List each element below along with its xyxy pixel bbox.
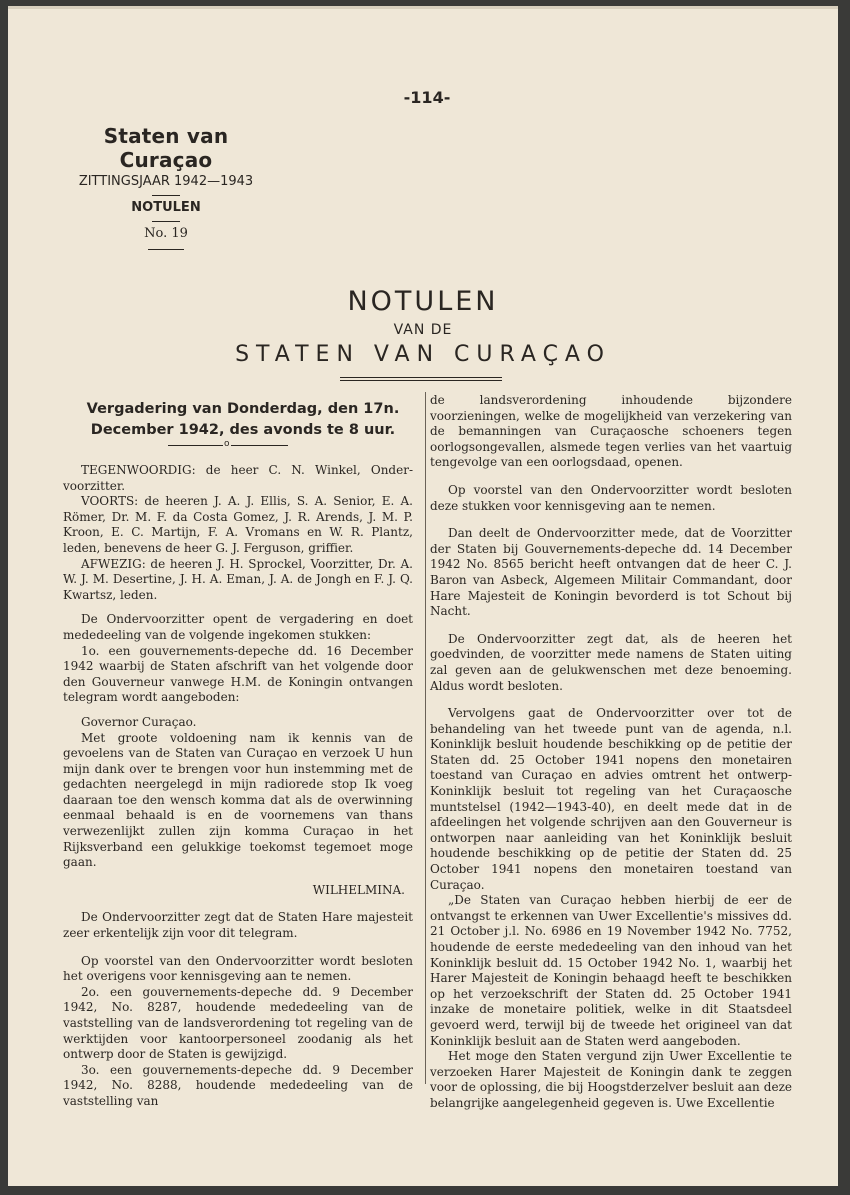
column-divider xyxy=(425,392,426,1084)
divider xyxy=(152,195,180,196)
paragraph: Met groote voldoening nam ik kennis van de gevoelens van de Staten van Curaçao en verzoek U hun mijn dank over te brengen voor hun instemming met de gedachten neergelegd in mijn radiorede stop Ik voeg daaraan toe den wensch komma dat als de overwinning eenmaal behaald is en de voornemens van thans verwezenlijkt zullen zijn komma Curaçao in het Rijksverband een gelukkige toekomst tegemoet moge gaan. xyxy=(63,730,413,870)
paragraph: de landsverordening inhoudende bijzondere voorzieningen, welke de mogelijkheid van verzekering van de bemanningen van Curaçaosche schoeners tegen oorlogsongevallen, alsmede tegen verlies van het vaartuig tengevolge van een oorlogsdaad, openen. xyxy=(430,393,792,470)
header-number: No. 19 xyxy=(144,226,188,241)
paragraph: De Ondervoorzitter zegt dat de Staten Hare majesteit zeer erkentelijk zijn voor dit telegram. xyxy=(63,910,413,941)
paragraph: Vervolgens gaat de Ondervoorzitter over tot de behandeling van het tweede punt van de agenda, n.l. Koninklijk besluit houdende beschikking op de petitie der Staten dd. 25 October 1941 nopens den monetairen toestand van Curaçao en advies omtrent het ontwerp-Koninklijk besluit tot regeling van het Curaçaosche muntstelsel (1942—1943-40), en deelt mede dat in de afdeelingen het volgende schrijven aan den Gouverneur is ontworpen naar aanleiding van het Koninklijk besluit houdende beschikking op de petitie der Staten dd. 25 October 1941 nopens den monetairen toestand van Curaçao. xyxy=(430,706,792,892)
paragraph: VOORTS: de heeren J. A. J. Ellis, S. A. Senior, E. A. Römer, Dr. M. F. da Costa Gomez, J. R. Arends, J. M. P. Kroon, E. C. Martijn, F. A. Vromans en W. R. Plantz, leden, benevens de heer G. J. Ferguson, griffier. xyxy=(63,494,413,555)
paragraph: Governor Curaçao. xyxy=(81,714,197,729)
paragraph: Het moge den Staten vergund zijn Uwer Excellentie te verzoeken Harer Majesteit de Koningin dank te zeggen voor de oplossing, die bij Hoogstderzelver besluit aan deze belangrijke aangelegenheid gegeven is. Uwe Excellentie xyxy=(430,1049,792,1110)
meeting-line-1: Vergadering van Donderdag, den 17n. xyxy=(86,401,400,417)
right-column xyxy=(430,393,792,1112)
meeting-line-2: December 1942, des avonds te 8 uur. xyxy=(90,422,396,438)
page-number: -114- xyxy=(403,88,451,107)
main-title: NOTULEN xyxy=(347,286,499,317)
main-institution: STATEN VAN CURAÇAO xyxy=(235,342,611,367)
paragraph: TEGENWOORDIG: de heer C. N. Winkel, Onder-voorzitter. xyxy=(63,463,413,493)
header-title: Staten van Curaçao xyxy=(103,124,229,172)
header-doc-type: NOTULEN xyxy=(131,200,201,215)
paragraph: „De Staten van Curaçao hebben hierbij de eer de ontvangst te erkennen van Uwer Excellentie's missives dd. 21 October j.l. No. 6986 en 19 November 1942 No. 7752, houdende de eerste mededeeling van den inhoud van het Koninklijk besluit dd. 15 October 1942 No. 1, waarbij het Harer Majesteit de Koningin behaagd heeft te beschikken op het verzoekschrift der Staten dd. 25 October 1941 inzake de monetaire politiek, welke in dit Staatsdeel gevoerd werd, terwijl bij de tweede het origineel van dat Koninklijk besluit aan de Staten werd aangeboden. xyxy=(430,893,792,1048)
paragraph: 3o. een gouvernements-depeche dd. 9 December 1942, No. 8288, houdende mededeeling van de vaststelling van xyxy=(63,1062,413,1108)
header-block xyxy=(66,124,266,250)
paragraph: De Ondervoorzitter opent de vergadering en doet mededeeling van de volgende ingekomen stukken: xyxy=(63,612,413,642)
paragraph: Op voorstel van den Ondervoorzitter wordt besloten het overigens voor kennisgeving aan te nemen. xyxy=(63,953,413,984)
header-session: ZITTINGSJAAR 1942—1943 xyxy=(78,174,254,189)
paragraph: AFWEZIG: de heeren J. H. Sprockel, Voorzitter, Dr. A. W. J. M. Desertine, J. H. A. Eman, J. A. de Jongh en F. J. Q. Kwartsz, leden. xyxy=(63,556,413,602)
paragraph: Dan deelt de Ondervoorzitter mede, dat de Voorzitter der Staten bij Gouvernements-depeche dd. 14 December 1942 No. 8565 bericht heeft ontvangen dat de heer C. J. Baron van Asbeck, Algemeen Militair Commandant, door Hare Majesteit de Koningin bevorderd is tot Schout bij Nacht. xyxy=(430,526,792,619)
paragraph: 2o. een gouvernements-depeche dd. 9 December 1942, No. 8287, houdende mededeeling van de vaststelling van de landsverordening tot regeling van de werktijden voor kantoorpersoneel zoodanig als het ontwerp door de Staten is gewijzigd. xyxy=(63,984,413,1062)
page-edge xyxy=(8,6,838,9)
paragraph: De Ondervoorzitter zegt dat, als de heeren het goedvinden, de voorzitter mede namens de Staten uiting zal geven aan de gelukwenschen met deze benoeming. Aldus wordt besloten. xyxy=(430,631,792,693)
signature: WILHELMINA. xyxy=(312,882,405,897)
separator-mark: o xyxy=(224,439,230,449)
left-column xyxy=(63,463,413,1110)
paragraph: Op voorstel van den Ondervoorzitter wordt besloten deze stukken voor kennisgeving aan te nemen. xyxy=(430,482,792,513)
main-subtitle: VAN DE xyxy=(393,322,453,338)
meeting-heading xyxy=(73,399,413,441)
divider xyxy=(152,221,180,222)
title-double-rule xyxy=(340,377,502,383)
document-page xyxy=(8,6,838,1186)
paragraph: 1o. een gouvernements-depeche dd. 16 December 1942 waarbij de Staten afschrift van het volgende door den Gouverneur vanwege H.M. de Koningin ontvangen telegram wordt aangeboden: xyxy=(63,643,413,705)
divider xyxy=(148,249,184,250)
